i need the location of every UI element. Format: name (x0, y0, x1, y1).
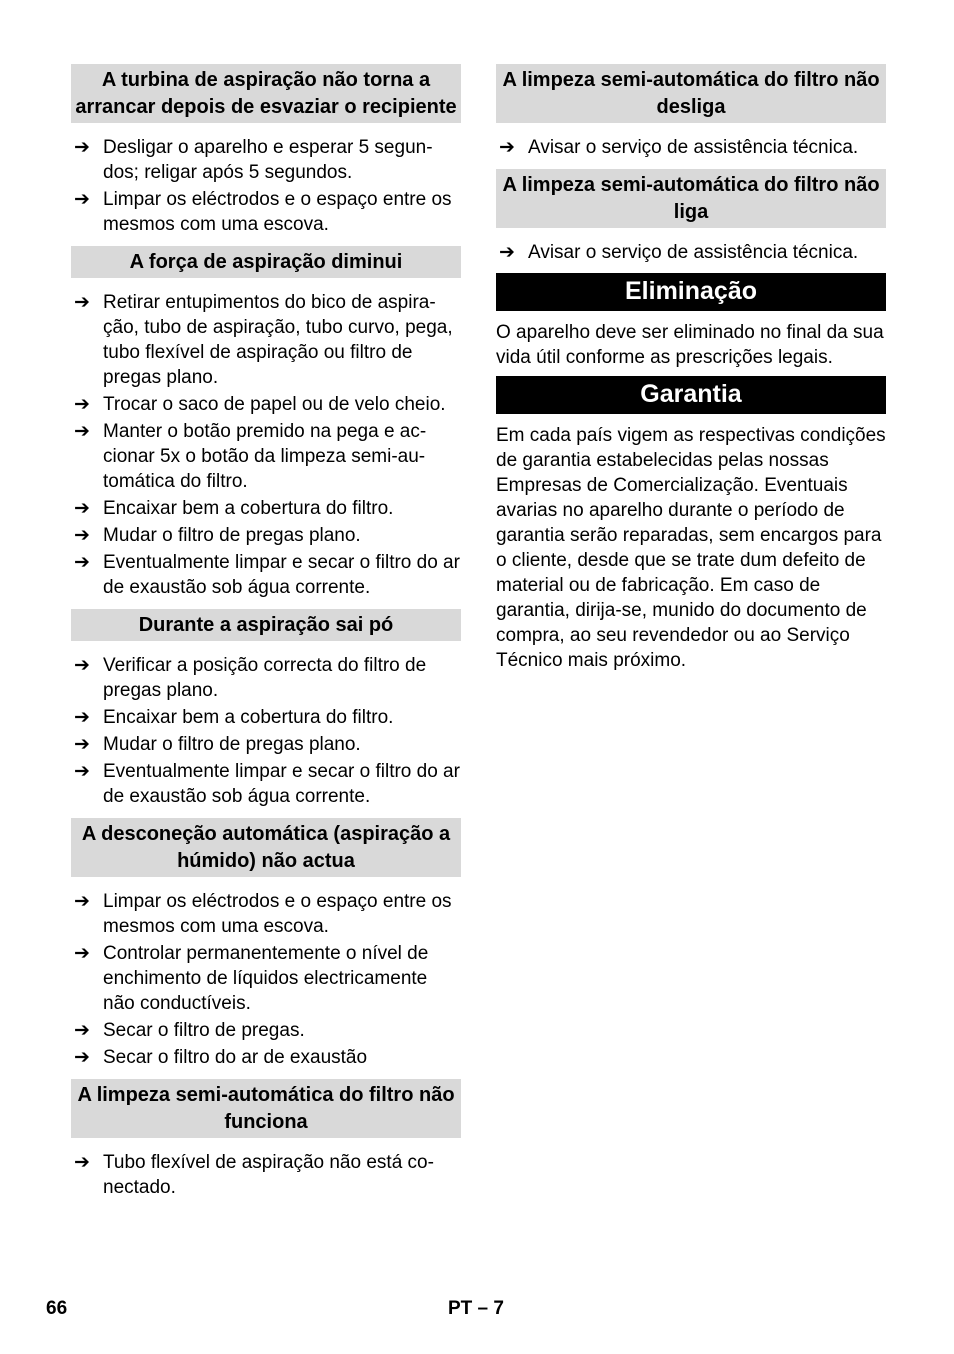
list-item-text: Avisar o serviço de assistência técnica. (528, 242, 859, 263)
list-item (496, 135, 886, 160)
list-item-text: Secar o filtro do ar de exaustão (103, 1047, 368, 1068)
right-column (496, 64, 886, 673)
arrow-right-icon: ➔ (74, 394, 90, 415)
list-item (71, 653, 461, 703)
list-item (71, 135, 461, 185)
bullet-list (71, 889, 461, 1070)
section-page-label: PT – 7 (448, 1298, 504, 1319)
arrow-right-icon: ➔ (499, 242, 515, 263)
arrow-right-icon: ➔ (74, 891, 90, 912)
section-heading: Durante a aspiração sai pó (71, 609, 461, 641)
list-item (71, 732, 461, 757)
arrow-right-icon: ➔ (74, 1047, 90, 1068)
arrow-right-icon: ➔ (74, 525, 90, 546)
arrow-right-icon: ➔ (74, 189, 90, 210)
list-item-text: Retirar entupimentos do bico de aspiração, tubo de aspiração, tubo curvo, pega, tubo flexível de aspiração ou filtro de pregas plano. (103, 292, 453, 388)
list-item-text: Avisar o serviço de assistência técnica. (528, 137, 859, 158)
list-item-text: Secar o filtro de pregas. (103, 1020, 305, 1041)
section-heading: A limpeza semi-automática do filtro não desliga (496, 64, 886, 123)
list-item (71, 705, 461, 730)
section-heading: A limpeza semi-automática do filtro não funciona (71, 1079, 461, 1138)
list-item (71, 290, 461, 390)
list-item-text: Encaixar bem a cobertura do filtro. (103, 707, 394, 728)
list-item (71, 496, 461, 521)
list-item-text: Manter o botão premido na pega e accionar 5x o botão da limpeza semi-automática do filtro. (103, 421, 427, 492)
arrow-right-icon: ➔ (74, 655, 90, 676)
list-item-text: Verificar a posição correcta do filtro de pregas plano. (103, 655, 427, 701)
arrow-right-icon: ➔ (74, 137, 90, 158)
list-item-text: Eventualmente limpar e secar o filtro do ar de exaustão sob água corrente. (103, 552, 460, 598)
list-item-text: Mudar o filtro de pregas plano. (103, 734, 361, 755)
arrow-right-icon: ➔ (74, 1152, 90, 1173)
bullet-list (71, 653, 461, 809)
list-item (496, 240, 886, 265)
arrow-right-icon: ➔ (74, 1020, 90, 1041)
list-item (71, 889, 461, 939)
list-item-text: Eventualmente limpar e secar o filtro do ar de exaustão sob água corrente. (103, 761, 460, 807)
arrow-right-icon: ➔ (74, 943, 90, 964)
list-item (71, 523, 461, 548)
list-item-text: Mudar o filtro de pregas plano. (103, 525, 361, 546)
section-heading: A turbina de aspiração não torna a arrancar depois de esvaziar o recipiente (71, 64, 461, 123)
section-heading: A força de aspiração diminui (71, 246, 461, 278)
list-item (71, 187, 461, 237)
list-item-text: Limpar os eléctrodos e o espaço entre os mesmos com uma escova. (103, 891, 452, 937)
arrow-right-icon: ➔ (499, 137, 515, 158)
bullet-list (71, 290, 461, 600)
arrow-right-icon: ➔ (74, 761, 90, 782)
list-item (71, 550, 461, 600)
bullet-list (496, 135, 886, 160)
list-item (71, 1150, 461, 1200)
list-item-text: Encaixar bem a cobertura do filtro. (103, 498, 394, 519)
arrow-right-icon: ➔ (74, 292, 90, 313)
list-item-text: Desligar o aparelho e esperar 5 segundos; religar após 5 segundos. (103, 137, 433, 183)
bullet-list (496, 240, 886, 265)
bullet-list (71, 135, 461, 237)
list-item-text: Tubo flexível de aspiração não está conectado. (103, 1152, 434, 1198)
garantia-text: Em cada país vigem as respectivas condições de garantia estabelecidas pelas nossas Empresas de Comercialização. Eventuais avarias no aparelho durante o período de garantia serão reparadas, sem encargos para o cliente, desde que se trate dum defeito de material ou de fabricação. Em caso de garantia, dirija-se, munido do documento de compra, ao seu revendedor ou ao Serviço Técnico mais próximo. (496, 425, 886, 671)
arrow-right-icon: ➔ (74, 707, 90, 728)
left-column (71, 64, 461, 1202)
arrow-right-icon: ➔ (74, 498, 90, 519)
bullet-list (71, 1150, 461, 1200)
section-heading: A desconeção automática (aspiração a húmido) não actua (71, 818, 461, 877)
list-item-text: Controlar permanentemente o nível de enchimento de líquidos electricamente não conductíveis. (103, 943, 429, 1014)
list-item (71, 1045, 461, 1070)
arrow-right-icon: ➔ (74, 734, 90, 755)
arrow-right-icon: ➔ (74, 421, 90, 442)
page-number: 66 (46, 1298, 68, 1319)
chapter-heading-eliminacao: Eliminação (496, 273, 886, 311)
section-heading: A limpeza semi-automática do filtro não liga (496, 169, 886, 228)
list-item (71, 392, 461, 417)
eliminacao-text: O aparelho deve ser eliminado no final da sua vida útil conforme as prescrições legais. (496, 322, 884, 368)
arrow-right-icon: ➔ (74, 552, 90, 573)
list-item-text: Limpar os eléctrodos e o espaço entre os mesmos com uma escova. (103, 189, 452, 235)
list-item (71, 759, 461, 809)
list-item-text: Trocar o saco de papel ou de velo cheio. (103, 394, 446, 415)
chapter-heading-garantia: Garantia (496, 376, 886, 414)
list-item (71, 419, 461, 494)
list-item (71, 941, 461, 1016)
list-item (71, 1018, 461, 1043)
